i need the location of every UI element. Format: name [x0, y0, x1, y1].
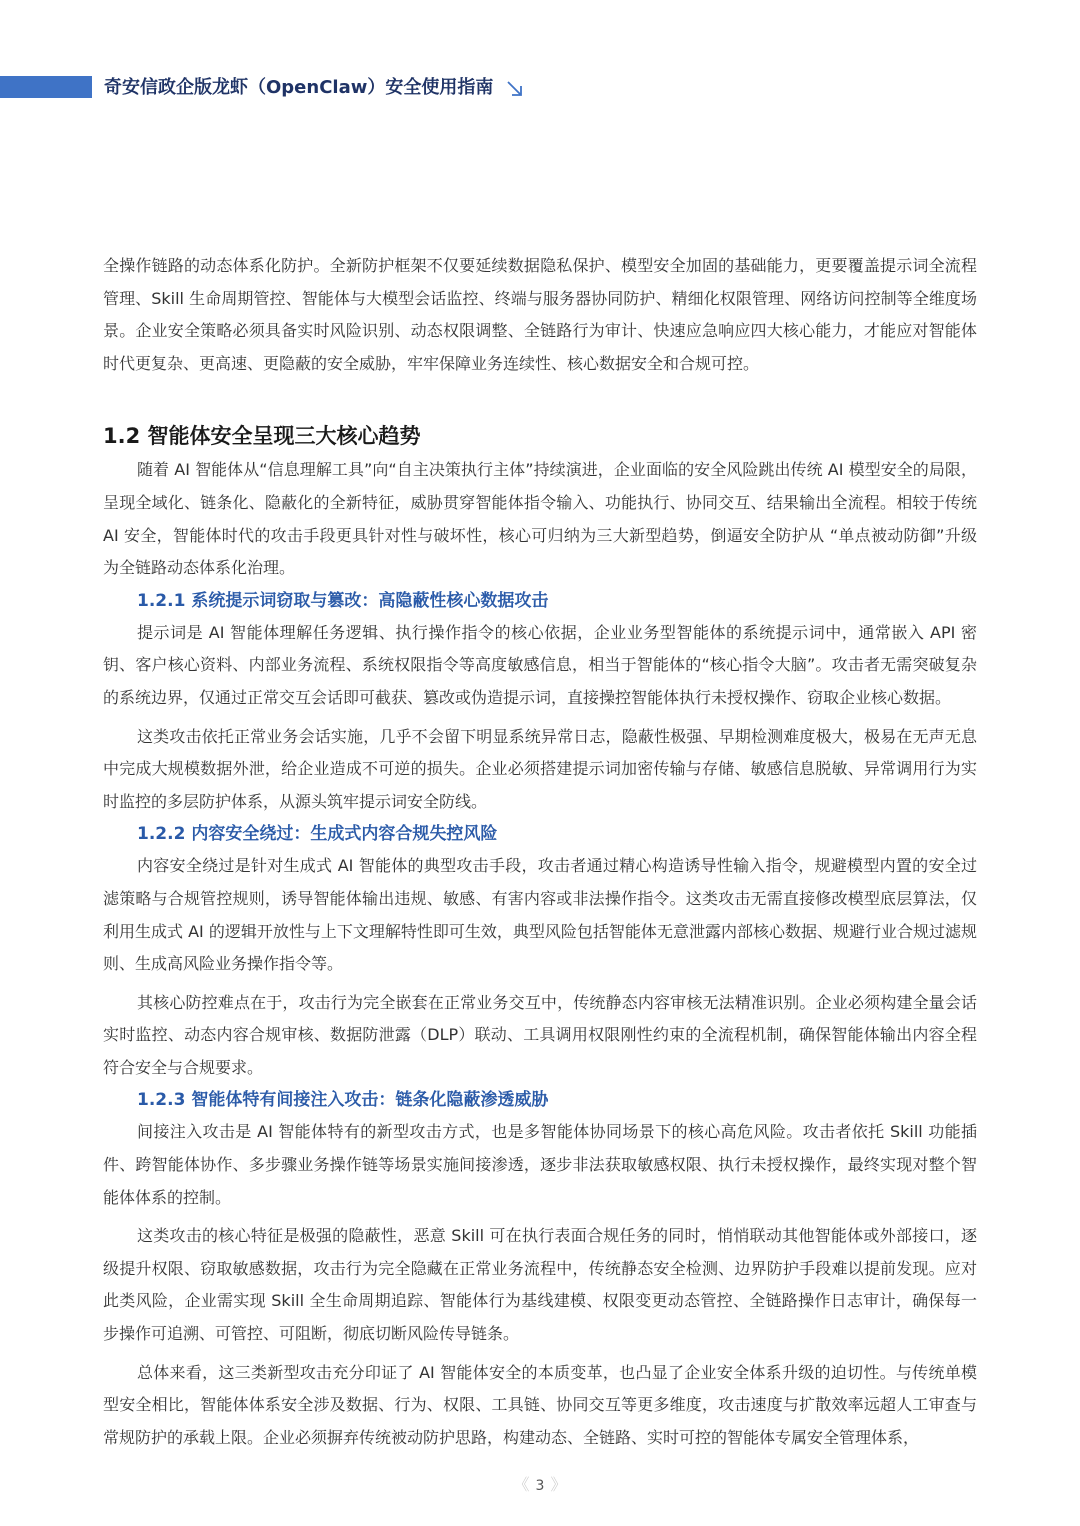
left-bracket-icon: 《 [513, 1475, 530, 1494]
section-paragraph: 随着 AI 智能体从“信息理解工具”向“自主决策执行主体”持续演进，企业面临的安全风险跳出传统 AI 模型安全的局限，呈现全域化、链条化、隐蔽化的全新特征，威胁贯穿智能体指令输入、功能执行、协同交互、结果输出全流程。相较于传统 AI 安全，智能体时代的攻击手段更具针对性与破坏性，核心可归纳为三大新型趋势，倒逼安全防护从 “单点被动防御”升级为全链路动态体系化治理。 [103, 460, 977, 578]
page-footer [0, 1472, 1080, 1495]
paragraph: 内容安全绕过是针对生成式 AI 智能体的典型攻击手段，攻击者通过精心构造诱导性输入指令，规避模型内置的安全过滤策略与合规管控规则，诱导智能体输出违规、敏感、有害内容或非法操作指令。这类攻击无需直接修改模型底层算法，仅利用生成式 AI 的逻辑开放性与上下文理解特性即可生效，典型风险包括智能体无意泄露内部核心数据、规避行业合规过滤规则、生成高风险业务操作指令等。 [103, 856, 977, 974]
paragraph: 间接注入攻击是 AI 智能体特有的新型攻击方式，也是多智能体协同场景下的核心高危风险。攻击者依托 Skill 功能插件、跨智能体协作、多步骤业务操作链等场景实施间接渗透，逐步非法获取敏感权限、执行未授权操作，最终实现对整个智能体体系的控制。 [103, 1122, 977, 1207]
paragraph: 其核心防控难点在于，攻击行为完全嵌套在正常业务交互中，传统静态内容审核无法精准识别。企业必须构建全量会话实时监控、动态内容合规审核、数据防泄露（DLP）联动、工具调用权限刚性约束的全流程机制，确保智能体输出内容全程符合安全与合规要求。 [103, 992, 977, 1077]
subsection-heading-1-2-1: 1.2.1 系统提示词窃取与篡改：高隐蔽性核心数据攻击 [137, 590, 549, 611]
paragraph: 这类攻击依托正常业务会话实施，几乎不会留下明显系统异常日志，隐蔽性极强、早期检测难度极大，极易在无声无息中完成大规模数据外泄，给企业造成不可逆的损失。企业必须搭建提示词加密传输与存储、敏感信息脱敏、异常调用行为实时监控的多层防护体系，从源头筑牢提示词安全防线。 [103, 726, 977, 811]
arrow-down-right-icon [506, 80, 524, 98]
subsection-heading-1-2-2: 1.2.2 内容安全绕过：生成式内容合规失控风险 [137, 824, 498, 845]
intro-paragraph: 全操作链路的动态体系化防护。全新防护框架不仅要延续数据隐私保护、模型安全加固的基础能力，更要覆盖提示词全流程管理、Skill 生命周期管控、智能体与大模型会话监控、终端与服务器协同防护、精细化权限管理、网络访问控制等全维度场景。企业安全策略必须具备实时风险识别、动态权限调整、全链路行为审计、快速应急响应四大核心能力，才能应对智能体时代更复杂、更高速、更隐蔽的安全威胁，牢牢保障业务连续性、核心数据安全和合规可控。 [103, 256, 977, 373]
right-bracket-icon: 》 [550, 1475, 567, 1494]
document-body [103, 250, 977, 1454]
section-heading: 1.2 智能体安全呈现三大核心趋势 [103, 424, 421, 449]
header-accent-bar [0, 76, 92, 98]
paragraph: 这类攻击的核心特征是极强的隐蔽性，恶意 Skill 可在执行表面合规任务的同时，悄悄联动其他智能体或外部接口，逐级提升权限、窃取敏感数据，攻击行为完全隐藏在正常业务流程中，传统静态安全检测、边界防护手段难以提前发现。应对此类风险，企业需实现 Skill 全生命周期追踪、智能体行为基线建模、权限变更动态管控、全链路操作日志审计，确保每一步操作可追溯、可管控、可阻断，彻底切断风险传导链条。 [103, 1226, 977, 1344]
document-title: 奇安信政企版龙虾（OpenClaw）安全使用指南 [104, 77, 494, 98]
page-number: 3 [535, 1478, 545, 1494]
paragraph: 提示词是 AI 智能体理解任务逻辑、执行操作指令的核心依据，企业业务型智能体的系统提示词中，通常嵌入 API 密钥、客户核心资料、内部业务流程、系统权限指令等高度敏感信息，相当于智能体的“核心指令大脑”。攻击者无需突破复杂的系统边界，仅通过正常交互会话即可截获、篡改或伪造提示词，直接操控智能体执行未授权操作、窃取企业核心数据。 [103, 622, 977, 707]
paragraph: 总体来看，这三类新型攻击充分印证了 AI 智能体安全的本质变革，也凸显了企业安全体系升级的迫切性。与传统单模型安全相比，智能体体系安全涉及数据、行为、权限、工具链、协同交互等更多维度，攻击速度与扩散效率远超人工审查与常规防护的承载上限。企业必须摒弃传统被动防护思路，构建动态、全链路、实时可控的智能体专属安全管理体系， [103, 1362, 977, 1447]
subsection-heading-1-2-3: 1.2.3 智能体特有间接注入攻击：链条化隐蔽渗透威胁 [137, 1090, 549, 1111]
